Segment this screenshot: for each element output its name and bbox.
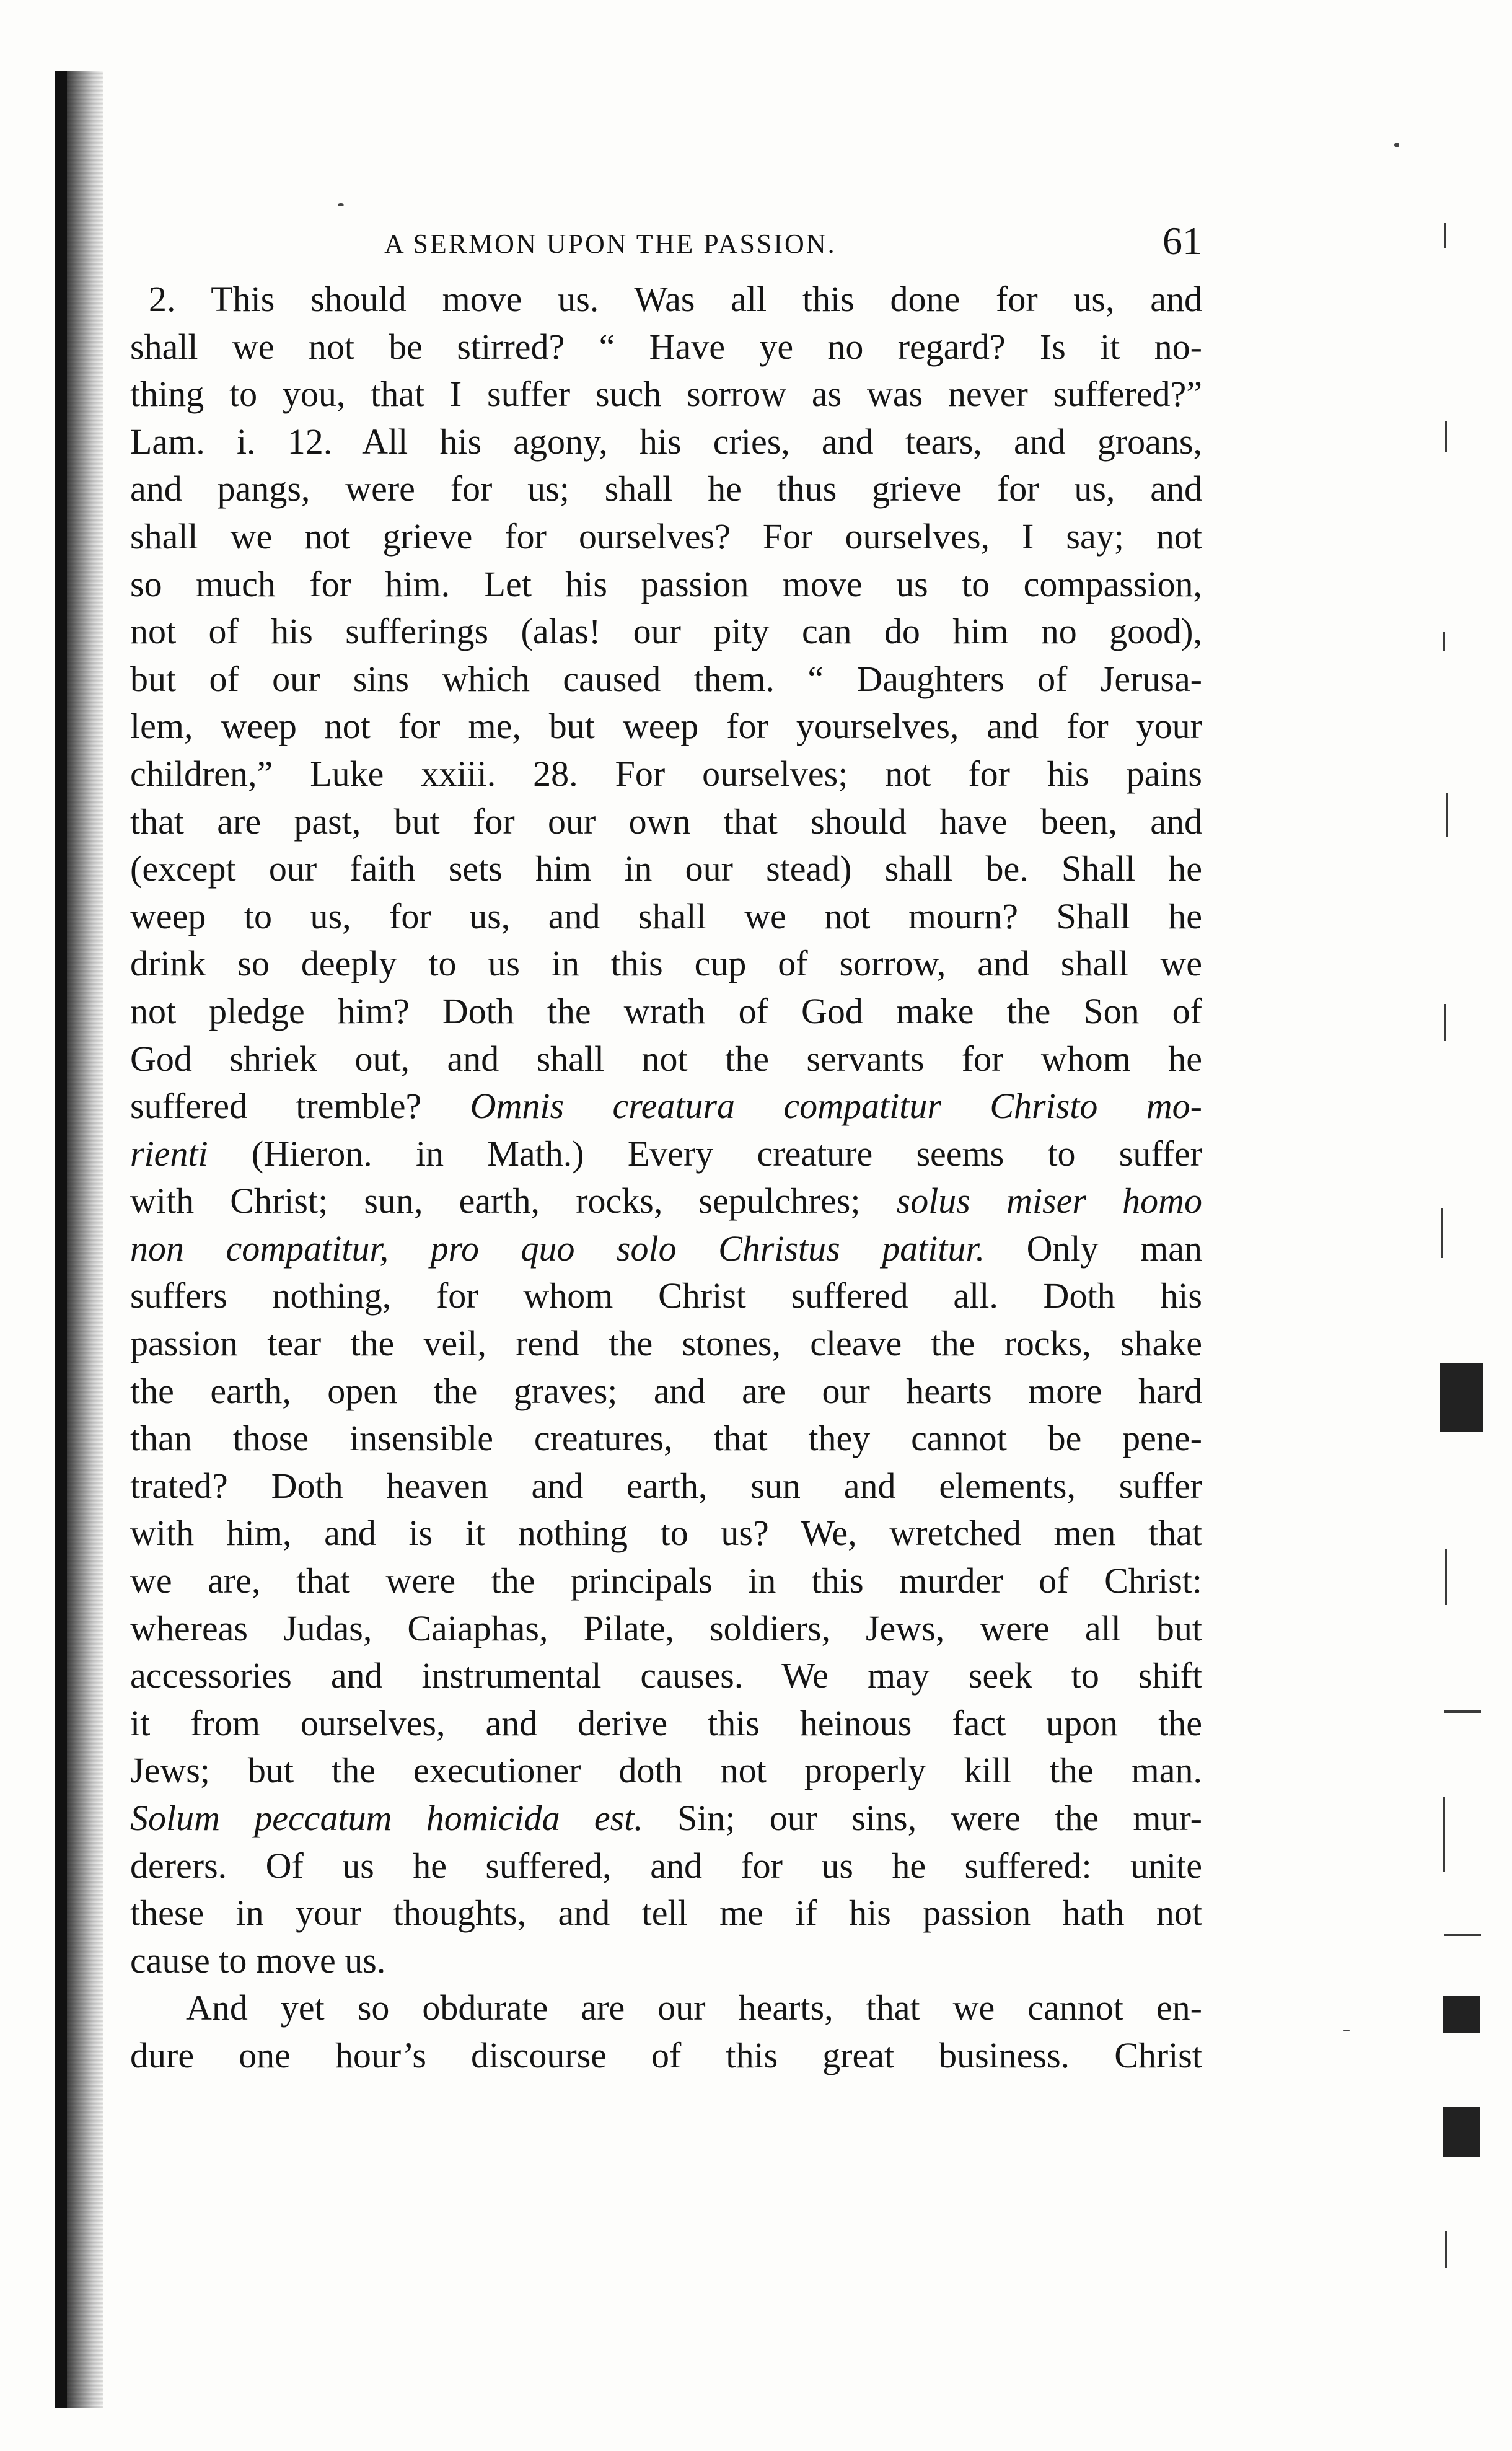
text-line: with him, and is it nothing to us? We, wretched men that [130,1513,1202,1554]
text-line: drink so deeply to us in this cup of sorrow, and shall we [130,943,1202,984]
text-line: children,” Luke xxiii. 28. For ourselves; not for his pains [130,753,1202,794]
text-line: derers. Of us he suffered, and for us he suffered: unite [130,1845,1202,1886]
text-line: cause to move us. [130,1940,386,1981]
running-title: A SERMON UPON THE PASSION. [384,229,837,259]
text-line: 2. This should move us. Was all this done for us, and [149,279,1202,319]
scan-speck [338,203,344,206]
text-line: whereas Judas, Caiaphas, Pilate, soldiers, Jews, were all but [130,1608,1202,1648]
text-line: not pledge him? Doth the wrath of God make the Son of [130,990,1202,1031]
text-line: these in your thoughts, and tell me if his passion hath not [130,1893,1202,1934]
scan-speck [1394,143,1399,147]
text-line [130,1795,1202,1842]
text-line: passion tear the veil, rend the stones, cleave the rocks, shake [130,1323,1202,1364]
text-line: weep to us, for us, and shall we not mourn? Shall he [130,895,1202,936]
text-line: shall we not grieve for ourselves? For ourselves, I say; not [130,516,1202,557]
page-edge-marks [1438,124,1500,2293]
text-line: dure one hour’s discourse of this great business. Christ [130,2035,1202,2075]
text-line: we are, that were the principals in this murder of Christ: [130,1560,1202,1601]
text-line: thing to you, that I suffer such sorrow as was never suffered?” [130,374,1202,415]
running-head [347,219,1202,279]
text-line: than those insensible creatures, that they cannot be pene- [130,1418,1202,1459]
text-line: shall we not be stirred? “ Have ye no regard? Is it no- [130,326,1202,367]
latin-quote: Omnis creatura compatitur Christo mo- [470,1086,1202,1127]
latin-quote: rienti [130,1133,208,1174]
text-run: (Hieron. in Math.) Every creature seems to suffer [208,1133,1202,1174]
text-line [130,1177,1202,1225]
scan-speck [1343,2030,1350,2031]
text-line: God shriek out, and shall not the servants for whom he [130,1038,1202,1079]
text-run: Only man [985,1228,1202,1269]
latin-quote: non compatitur, pro quo solo Christus patitur. [130,1228,985,1269]
text-line: and pangs, were for us; shall he thus grieve for us, and [130,469,1202,509]
text-run: suffered tremble? [130,1086,470,1127]
page-number: 61 [1163,219,1202,263]
text-run: with Christ; sun, earth, rocks, sepulchres; [130,1181,897,1221]
text-line: lem, weep not for me, but weep for yourselves, and for your [130,706,1202,747]
text-line: not of his sufferings (alas! our pity can do him no good), [130,611,1202,652]
text-line: but of our sins which caused them. “ Daughters of Jerusa- [130,658,1202,699]
text-line: the earth, open the graves; and are our hearts more hard [130,1370,1202,1411]
text-line: that are past, but for our own that should have been, and [130,801,1202,842]
text-line: trated? Doth heaven and earth, sun and elements, suffer [130,1465,1202,1506]
text-line [130,1130,1202,1178]
text-line: Jews; but the executioner doth not properly kill the man. [130,1750,1202,1791]
text-line [130,1225,1202,1273]
sermon-text [130,276,1202,2080]
text-line: Lam. i. 12. All his agony, his cries, and tears, and groans, [130,421,1202,462]
text-line: so much for him. Let his passion move us to compassion, [130,563,1202,604]
book-spine-edge [55,71,67,2408]
text-line: suffers nothing, for whom Christ suffered all. Doth his [130,1275,1202,1316]
latin-quote: Solum peccatum homicida est. [130,1798,643,1838]
text-line: accessories and instrumental causes. We may seek to shift [130,1655,1202,1696]
paragraph-start-line: And yet so obdurate are our hearts, that we cannot en- [186,1987,1202,2028]
text-line: (except our faith sets him in our stead) shall be. Shall he [130,848,1202,889]
text-line [130,1083,1202,1130]
text-run: Sin; our sins, were the mur- [643,1798,1202,1838]
latin-quote: solus miser homo [896,1181,1203,1221]
text-line: it from ourselves, and derive this heinous fact upon the [130,1702,1202,1743]
